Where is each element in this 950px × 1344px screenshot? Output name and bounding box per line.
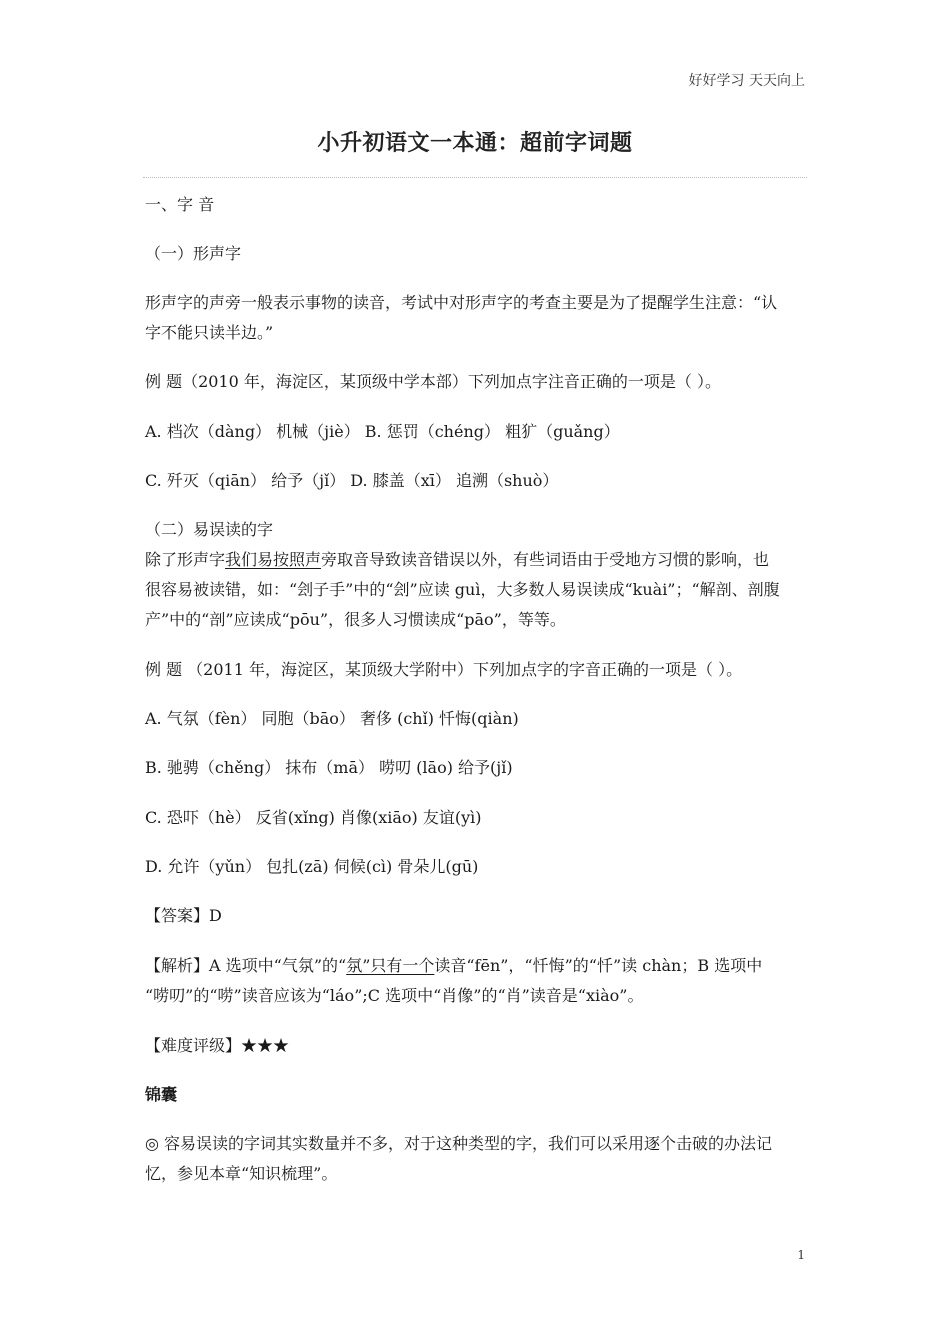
analysis-line-1-underlined: 氛”只有一个: [346, 956, 435, 975]
tips-line-2: 忆，参见本章“知识梳理”。: [145, 1164, 338, 1183]
subsection-heading-phonetic: （一）形声字: [145, 244, 242, 263]
example-question-1: 例 题（2010 年，海淀区，某顶级中学本部）下列加点字注音正确的一项是（ ）。: [145, 372, 721, 391]
tips-line-1: ◎ 容易误读的字词其实数量并不多，对于这种类型的字，我们可以采用逐个击破的办法记: [145, 1134, 773, 1153]
intro-paragraph-line-2: 字不能只读半边。”: [145, 323, 274, 342]
misread-paragraph-line-1-underlined: 我们易按照声: [225, 550, 322, 569]
analysis-line-2: “唠叨”的“唠”读音应该为“láo”;C 选项中“肖像”的“肖”读音是“xiào”。: [145, 986, 644, 1005]
intro-paragraph-line-1: 形声字的声旁一般表示事物的读音，考试中对形声字的考查主要是为了提醒学生注意：“认: [145, 293, 778, 312]
page-number: 1: [797, 1248, 805, 1262]
misread-paragraph-line-1-start: 除了形声字: [145, 550, 226, 569]
title-divider: [143, 177, 807, 178]
example-2-option-d: D. 允许（yǔn） 包扎(zā) 伺候(cì) 骨朵儿(gū): [145, 857, 479, 876]
misread-paragraph-line-3: 产”中的“剖”应读成“pōu”，很多人习惯读成“pāo”，等等。: [145, 610, 566, 629]
example-2-option-c: C. 恐吓（hè） 反省(xǐng) 肖像(xiāo) 友谊(yì): [145, 808, 482, 827]
analysis-line-1-end: 读音“fēn”，“忏悔”的“忏”读 chàn；B 选项中: [434, 956, 763, 975]
example-1-option-cd: C. 歼灭（qiān） 给予（jǐ） D. 膝盖（xī） 追溯（shuò）: [145, 471, 559, 490]
example-question-2: 例 题 （2011 年，海淀区，某顶级大学附中）下列加点字的字音正确的一项是（ ）。: [145, 660, 743, 679]
example-1-option-ab: A. 档次（dàng） 机械（jiè） B. 惩罚（chéng） 粗犷（guǎng）: [145, 422, 620, 441]
header-motto: 好好学习 天天向上: [688, 73, 805, 89]
analysis-line-1-start: 【解析】A 选项中“气氛”的“: [145, 956, 347, 975]
example-2-option-b: B. 驰骋（chěng） 抹布（mā） 唠叨 (lāo) 给予(jǐ): [145, 758, 513, 777]
misread-paragraph-line-1: [145, 550, 809, 570]
answer-line: 【答案】D: [145, 906, 222, 925]
difficulty-rating: 【难度评级】★★★: [145, 1036, 290, 1055]
page-title: 小升初语文一本通：超前字词题: [317, 130, 633, 156]
section-heading: 一、字 音: [145, 195, 215, 214]
misread-paragraph-line-1-end: 旁取音导致读音错误以外，有些词语由于受地方习惯的影响，也: [321, 550, 770, 569]
analysis-line-1: [145, 956, 809, 976]
misread-paragraph-line-2: 很容易被读错，如：“刽子手”中的“刽”应读 guì，大多数人易误读成“kuài”；“解剖、剖腹: [145, 580, 780, 599]
example-2-option-a: A. 气氛（fèn） 同胞（bāo） 奢侈 (chǐ) 忏悔(qiàn): [145, 709, 519, 728]
subsection-heading-misread: （二）易误读的字: [145, 520, 274, 539]
tips-heading: 锦囊: [145, 1085, 178, 1104]
